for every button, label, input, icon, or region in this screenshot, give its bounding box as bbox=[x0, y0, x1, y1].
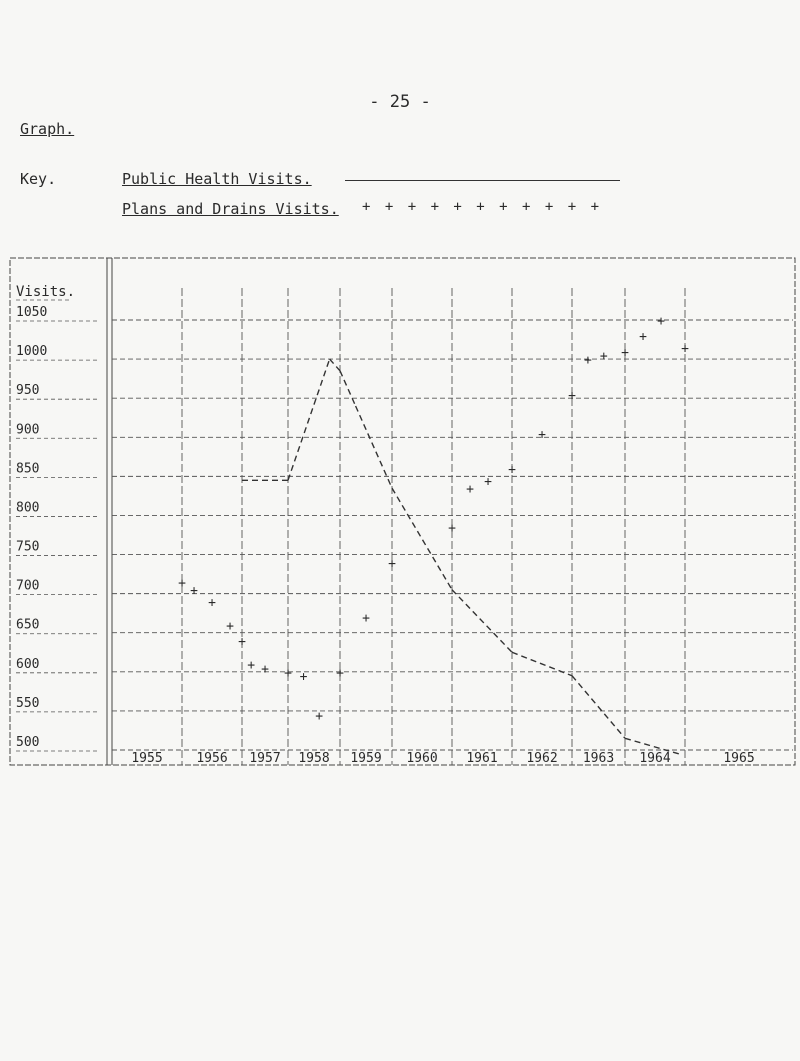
y-axis-label: Visits. bbox=[16, 284, 76, 300]
plans-drains-point: + bbox=[657, 314, 665, 329]
public-health-segment bbox=[340, 371, 356, 406]
plans-drains-point: + bbox=[508, 462, 516, 478]
plans-drains-point: + bbox=[238, 634, 246, 650]
plans-drains-point: + bbox=[208, 595, 216, 611]
plans-drains-point: + bbox=[247, 658, 256, 673]
y-tick-label: 800 bbox=[16, 500, 40, 516]
plans-drains-point: + bbox=[226, 618, 234, 634]
x-tick-label: 1957 bbox=[249, 751, 281, 766]
public-health-segment bbox=[330, 359, 340, 371]
x-tick-label: 1956 bbox=[196, 751, 228, 766]
plans-drains-point: + bbox=[448, 521, 456, 537]
public-health-segment bbox=[572, 676, 625, 739]
y-tick-label: 900 bbox=[16, 422, 40, 438]
x-tick-label: 1959 bbox=[350, 751, 382, 766]
y-tick-label: 500 bbox=[16, 735, 40, 750]
x-tick-label: 1961 bbox=[466, 751, 498, 766]
x-tick-label: 1955 bbox=[131, 751, 163, 766]
x-tick-label: 1963 bbox=[582, 751, 615, 766]
plans-drains-point: + bbox=[190, 583, 198, 599]
y-tick-label: 600 bbox=[16, 656, 40, 672]
y-tick-label: 550 bbox=[16, 695, 40, 711]
plans-drains-point: + bbox=[681, 341, 689, 357]
plans-drains-point: + bbox=[336, 665, 344, 681]
public-health-segment bbox=[288, 359, 330, 480]
plans-drains-point: + bbox=[639, 329, 647, 345]
public-health-segment bbox=[356, 406, 392, 488]
y-tick-label: 650 bbox=[16, 617, 40, 633]
plans-drains-point: + bbox=[362, 611, 370, 627]
chart-frame bbox=[10, 258, 795, 765]
x-tick-label: 1962 bbox=[526, 751, 558, 766]
page-number: - 25 - bbox=[369, 92, 431, 112]
plans-drains-point: + bbox=[583, 353, 592, 369]
plans-drains-point: + bbox=[299, 669, 308, 685]
x-tick-label: 1960 bbox=[406, 751, 438, 766]
key-plans-drains-label: Plans and Drains Visits. bbox=[122, 200, 339, 218]
key-plans-drains-marker: + + + + + + + + + + + bbox=[362, 199, 603, 215]
plans-drains-point: + bbox=[538, 427, 546, 443]
x-tick-label: 1965 bbox=[723, 751, 755, 766]
plans-drains-point: + bbox=[568, 388, 576, 404]
x-tick-label: 1964 bbox=[639, 751, 671, 766]
y-tick-label: 700 bbox=[16, 578, 40, 594]
plans-drains-point: + bbox=[466, 482, 474, 498]
plans-drains-point: + bbox=[599, 349, 608, 365]
plans-drains-point: + bbox=[388, 556, 396, 572]
y-tick-label: 1050 bbox=[16, 305, 48, 320]
public-health-segment bbox=[452, 590, 512, 653]
y-tick-label: 750 bbox=[16, 539, 40, 555]
key-public-health-label: Public Health Visits. bbox=[122, 170, 312, 188]
y-tick-label: 1000 bbox=[16, 344, 48, 360]
plans-drains-point: + bbox=[315, 708, 324, 724]
y-tick-label: 950 bbox=[16, 383, 40, 399]
plans-drains-point: + bbox=[484, 474, 492, 490]
y-tick-label: 850 bbox=[16, 461, 40, 477]
plans-drains-point: + bbox=[178, 575, 186, 591]
key-label: Key. bbox=[20, 170, 57, 188]
plans-drains-point: + bbox=[284, 665, 292, 681]
public-health-segment bbox=[392, 488, 452, 590]
plans-drains-point: + bbox=[261, 661, 269, 677]
x-tick-label: 1958 bbox=[298, 751, 330, 766]
plans-drains-point: + bbox=[621, 345, 629, 361]
graph-heading: Graph. bbox=[20, 120, 75, 138]
